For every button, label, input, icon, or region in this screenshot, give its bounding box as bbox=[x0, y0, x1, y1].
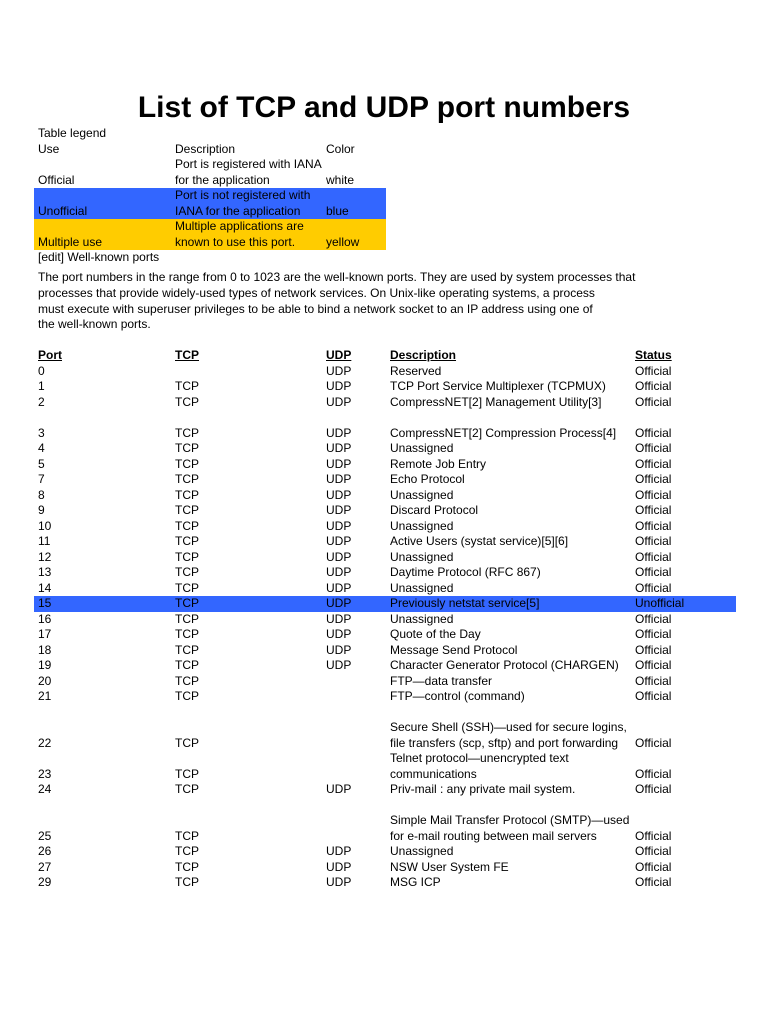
cell-status: Official bbox=[635, 425, 672, 440]
table-row bbox=[34, 565, 736, 581]
cell-tcp: TCP bbox=[175, 549, 199, 564]
cell-description: Unassigned bbox=[390, 580, 454, 595]
cell-tcp: TCP bbox=[175, 456, 199, 471]
cell-tcp: TCP bbox=[175, 441, 199, 455]
table-row bbox=[34, 627, 736, 643]
cell-port: 4 bbox=[38, 441, 45, 455]
cell-tcp: TCP bbox=[175, 735, 199, 750]
cell-description: Unassigned bbox=[390, 611, 454, 626]
header-port: Port bbox=[38, 348, 62, 362]
cell-port: 27 bbox=[38, 859, 52, 874]
table-row bbox=[34, 705, 736, 752]
table-row bbox=[34, 844, 736, 860]
header-description: Description bbox=[390, 348, 457, 362]
section-heading[interactable]: [edit] Well-known ports bbox=[38, 250, 160, 264]
cell-description: Quote of the Day bbox=[390, 627, 481, 641]
cell-udp: UDP bbox=[326, 534, 352, 548]
cell-tcp: TCP bbox=[175, 627, 199, 641]
legend-color: blue bbox=[326, 203, 349, 218]
cell-status: Official bbox=[635, 658, 672, 672]
table-row bbox=[34, 643, 736, 659]
cell-port: 12 bbox=[38, 549, 52, 564]
table-row bbox=[34, 689, 736, 705]
table-row bbox=[34, 379, 736, 395]
cell-description: FTP—data transfer bbox=[390, 673, 493, 688]
legend-description: Port is not registered with IANA for the application bbox=[175, 188, 311, 218]
cell-tcp: TCP bbox=[175, 766, 199, 781]
cell-description: Echo Protocol bbox=[390, 472, 465, 486]
legend-description: Multiple applications are known to use this port. bbox=[175, 219, 304, 249]
intro-paragraph bbox=[38, 270, 638, 333]
cell-status: Official bbox=[635, 487, 672, 502]
table-header-row bbox=[34, 348, 736, 364]
intro-line: the well-known ports. bbox=[38, 317, 151, 331]
cell-status: Official bbox=[635, 472, 672, 486]
cell-tcp: TCP bbox=[175, 565, 199, 579]
cell-status: Official bbox=[635, 673, 672, 688]
cell-status: Official bbox=[635, 379, 672, 393]
cell-description: Daytime Protocol (RFC 867) bbox=[390, 565, 541, 579]
cell-port: 9 bbox=[38, 503, 45, 517]
cell-port: 2 bbox=[38, 394, 45, 409]
table-row bbox=[34, 426, 736, 442]
section-heading-row bbox=[34, 250, 386, 266]
table-row bbox=[34, 550, 736, 566]
cell-tcp: TCP bbox=[175, 503, 199, 517]
legend-use: Unofficial bbox=[38, 203, 88, 218]
legend-use: Multiple use bbox=[38, 234, 103, 249]
cell-udp: UDP bbox=[326, 379, 352, 393]
cell-status: Official bbox=[635, 580, 672, 595]
cell-description: CompressNET[2] Management Utility[3] bbox=[390, 394, 602, 409]
table-row bbox=[34, 472, 736, 488]
cell-status: Official bbox=[635, 441, 672, 455]
cell-port: 16 bbox=[38, 611, 52, 626]
table-row bbox=[34, 364, 736, 380]
cell-description: Previously netstat service[5] bbox=[390, 596, 540, 610]
cell-tcp: TCP bbox=[175, 782, 199, 796]
cell-tcp: TCP bbox=[175, 394, 199, 409]
cell-status: Official bbox=[635, 549, 672, 564]
legend-row-unofficial bbox=[34, 188, 386, 219]
cell-description: CompressNET[2] Compression Process[4] bbox=[390, 425, 617, 440]
cell-port: 5 bbox=[38, 456, 45, 471]
cell-tcp: TCP bbox=[175, 611, 199, 626]
cell-tcp: TCP bbox=[175, 534, 199, 548]
table-row bbox=[34, 503, 736, 519]
cell-udp: UDP bbox=[326, 642, 352, 657]
cell-udp: UDP bbox=[326, 565, 352, 579]
cell-port: 26 bbox=[38, 844, 52, 858]
cell-status: Unofficial bbox=[635, 596, 685, 610]
cell-udp: UDP bbox=[326, 425, 352, 440]
table-row bbox=[34, 441, 736, 457]
cell-udp: UDP bbox=[326, 875, 352, 889]
cell-udp: UDP bbox=[326, 580, 352, 595]
cell-status: Official bbox=[635, 503, 672, 517]
table-row bbox=[34, 798, 736, 845]
cell-status: Official bbox=[635, 363, 672, 378]
intro-cut-line: The port numbers in the range from 0 to 1023 are the well-known ports. They are used by system processes that bbox=[38, 270, 636, 284]
cell-description: FTP—control (command) bbox=[390, 689, 525, 703]
cell-description: Unassigned bbox=[390, 549, 454, 564]
legend-header-color: Color bbox=[326, 141, 355, 156]
cell-tcp: TCP bbox=[175, 689, 199, 703]
cell-status: Official bbox=[635, 844, 672, 858]
cell-port: 11 bbox=[38, 534, 51, 548]
cell-port: 18 bbox=[38, 642, 52, 657]
table-row bbox=[34, 674, 736, 690]
cell-udp: UDP bbox=[326, 441, 352, 455]
cell-description: Remote Job Entry bbox=[390, 456, 487, 471]
table-row bbox=[34, 751, 736, 782]
table-row bbox=[34, 519, 736, 535]
table-row bbox=[34, 534, 736, 550]
table-row bbox=[34, 596, 736, 612]
header-udp: UDP bbox=[326, 348, 352, 362]
cell-status: Official bbox=[635, 642, 672, 657]
cell-udp: UDP bbox=[326, 627, 352, 641]
cell-udp: UDP bbox=[326, 859, 352, 874]
legend-header-row bbox=[34, 142, 386, 158]
cell-tcp: TCP bbox=[175, 859, 199, 874]
cell-port: 24 bbox=[38, 782, 52, 796]
cell-tcp: TCP bbox=[175, 844, 199, 858]
legend-header-use: Use bbox=[38, 141, 60, 156]
cell-port: 0 bbox=[38, 363, 45, 378]
cell-udp: UDP bbox=[326, 844, 352, 858]
cell-port: 20 bbox=[38, 673, 52, 688]
cell-port: 1 bbox=[38, 379, 45, 393]
cell-port: 13 bbox=[38, 565, 52, 579]
cell-tcp: TCP bbox=[175, 642, 199, 657]
cell-description: Unassigned bbox=[390, 844, 454, 858]
cell-port: 3 bbox=[38, 425, 45, 440]
cell-port: 19 bbox=[38, 658, 52, 672]
cell-tcp: TCP bbox=[175, 828, 199, 843]
cell-status: Official bbox=[635, 627, 672, 641]
cell-status: Official bbox=[635, 875, 672, 889]
cell-tcp: TCP bbox=[175, 596, 199, 610]
cell-port: 29 bbox=[38, 875, 52, 889]
cell-udp: UDP bbox=[326, 503, 352, 517]
cell-description: Discard Protocol bbox=[390, 503, 479, 517]
cell-port: 22 bbox=[38, 735, 52, 750]
legend-table bbox=[34, 126, 386, 266]
spacer-row bbox=[34, 410, 736, 426]
cell-description: Character Generator Protocol (CHARGEN) bbox=[390, 658, 619, 672]
cell-status: Official bbox=[635, 828, 672, 843]
cell-udp: UDP bbox=[326, 549, 352, 564]
cell-description: Unassigned bbox=[390, 518, 454, 533]
table-row bbox=[34, 875, 736, 891]
cell-port: 7 bbox=[38, 472, 45, 486]
intro-line: must execute with superuser privileges to be able to bind a network socket to an IP address using one of bbox=[38, 301, 593, 316]
cell-status: Official bbox=[635, 611, 672, 626]
table-row bbox=[34, 457, 736, 473]
cell-status: Official bbox=[635, 565, 672, 579]
cell-udp: UDP bbox=[326, 518, 352, 533]
legend-row-official bbox=[34, 157, 386, 188]
cell-udp: UDP bbox=[326, 472, 352, 486]
cell-description: NSW User System FE bbox=[390, 859, 509, 874]
cell-tcp: TCP bbox=[175, 673, 199, 688]
cell-description: Reserved bbox=[390, 363, 442, 378]
cell-status: Official bbox=[635, 394, 672, 409]
header-status: Status bbox=[635, 348, 672, 362]
table-row bbox=[34, 782, 736, 798]
legend-use: Official bbox=[38, 172, 75, 187]
cell-tcp: TCP bbox=[175, 658, 199, 672]
cell-udp: UDP bbox=[326, 596, 352, 610]
cell-description: Active Users (systat service)[5][6] bbox=[390, 534, 569, 548]
legend-description: Port is registered with IANA for the application bbox=[175, 157, 322, 187]
cell-description: Simple Mail Transfer Protocol (SMTP)—used for e-mail routing between mail servers bbox=[390, 813, 630, 843]
cell-description: Telnet protocol—unencrypted text communications bbox=[390, 751, 569, 781]
ports-table bbox=[34, 348, 736, 891]
cell-status: Official bbox=[635, 534, 672, 548]
header-tcp: TCP bbox=[175, 348, 199, 362]
table-row bbox=[34, 612, 736, 628]
cell-port: 14 bbox=[38, 580, 52, 595]
cell-tcp: TCP bbox=[175, 472, 199, 486]
cell-tcp: TCP bbox=[175, 518, 199, 533]
cell-port: 10 bbox=[38, 518, 52, 533]
cell-tcp: TCP bbox=[175, 487, 199, 502]
cell-udp: UDP bbox=[326, 363, 352, 378]
cell-description: Message Send Protocol bbox=[390, 642, 518, 657]
cell-status: Official bbox=[635, 782, 672, 796]
cell-udp: UDP bbox=[326, 487, 352, 502]
legend-header-description: Description bbox=[175, 141, 236, 156]
legend-caption: Table legend bbox=[38, 126, 107, 140]
cell-tcp: TCP bbox=[175, 580, 199, 595]
cell-status: Official bbox=[635, 518, 672, 533]
table-row bbox=[34, 488, 736, 504]
cell-description: Unassigned bbox=[390, 487, 454, 502]
legend-color: yellow bbox=[326, 234, 360, 249]
cell-status: Official bbox=[635, 766, 672, 781]
cell-status: Official bbox=[635, 689, 672, 703]
cell-tcp: TCP bbox=[175, 379, 199, 393]
cell-udp: UDP bbox=[326, 394, 352, 409]
cell-description: MSG ICP bbox=[390, 875, 441, 889]
cell-tcp: TCP bbox=[175, 425, 199, 440]
cell-port: 8 bbox=[38, 487, 45, 502]
cell-udp: UDP bbox=[326, 456, 352, 471]
cell-tcp: TCP bbox=[175, 875, 199, 889]
cell-port: 17 bbox=[38, 627, 52, 641]
legend-row-multiple-use bbox=[34, 219, 386, 250]
legend-caption-row bbox=[34, 126, 386, 142]
cell-udp: UDP bbox=[326, 658, 352, 672]
intro-line: processes that provide widely-used types of network services. On Unix-like operating systems, a process bbox=[38, 286, 595, 300]
legend-color: white bbox=[326, 172, 355, 187]
cell-status: Official bbox=[635, 456, 672, 471]
cell-port: 15 bbox=[38, 596, 52, 610]
cell-udp: UDP bbox=[326, 782, 352, 796]
page-title: List of TCP and UDP port numbers bbox=[137, 91, 631, 124]
cell-udp: UDP bbox=[326, 611, 352, 626]
cell-status: Official bbox=[635, 735, 672, 750]
cell-description: Priv-mail : any private mail system. bbox=[390, 782, 576, 796]
cell-port: 23 bbox=[38, 766, 52, 781]
cell-description: Unassigned bbox=[390, 441, 454, 455]
table-row bbox=[34, 860, 736, 876]
table-row bbox=[34, 395, 736, 411]
cell-port: 25 bbox=[38, 828, 52, 843]
cell-port: 21 bbox=[38, 689, 52, 703]
table-row bbox=[34, 658, 736, 674]
table-row bbox=[34, 581, 736, 597]
cell-description: Secure Shell (SSH)—used for secure logins, file transfers (scp, sftp) and port forwarding bbox=[390, 720, 627, 750]
cell-status: Official bbox=[635, 859, 672, 874]
cell-description: TCP Port Service Multiplexer (TCPMUX) bbox=[390, 379, 606, 393]
